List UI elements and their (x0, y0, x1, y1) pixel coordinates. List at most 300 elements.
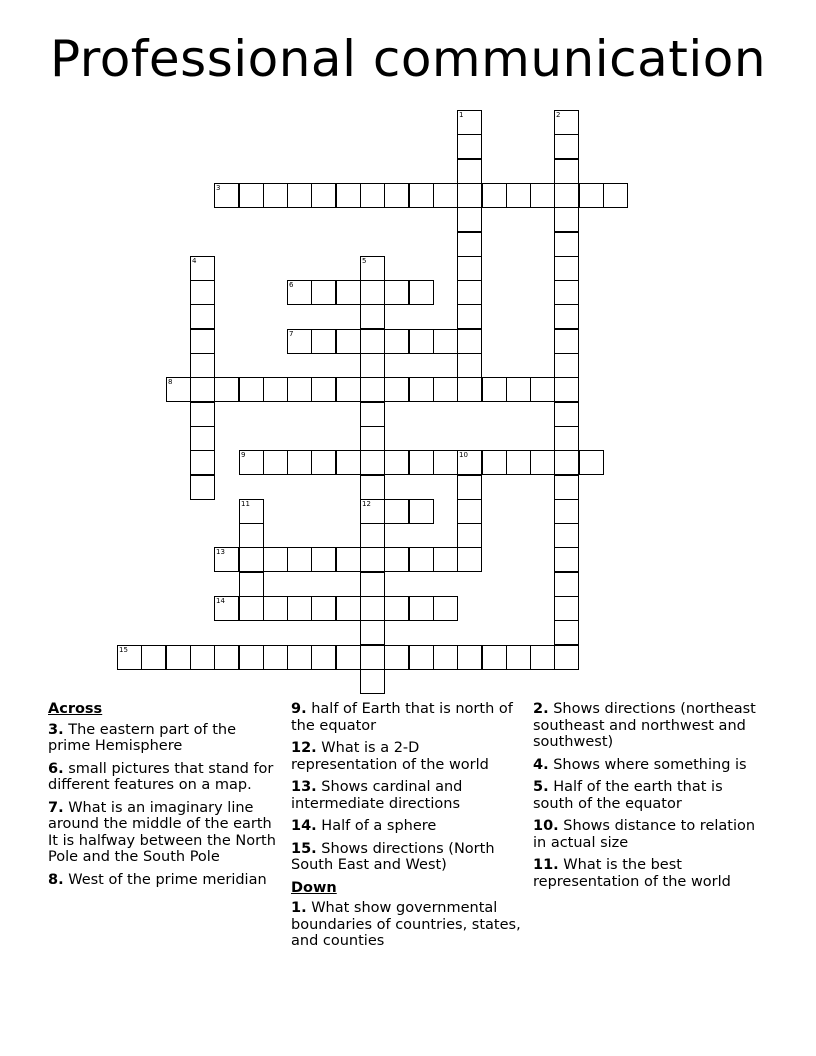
letter-input[interactable] (264, 378, 287, 401)
letter-input[interactable] (483, 378, 506, 401)
grid-cell[interactable] (384, 499, 409, 524)
grid-cell[interactable] (457, 499, 482, 524)
letter-input[interactable] (264, 646, 287, 669)
grid-cell[interactable] (287, 547, 312, 572)
grid-cell[interactable] (530, 645, 555, 670)
letter-input[interactable] (507, 378, 530, 401)
letter-input[interactable] (288, 281, 311, 304)
grid-cell[interactable] (457, 134, 482, 159)
grid-cell[interactable] (384, 183, 409, 208)
letter-input[interactable] (361, 548, 384, 571)
letter-input[interactable] (458, 330, 481, 353)
grid-cell[interactable] (554, 450, 579, 475)
grid-cell[interactable] (190, 377, 215, 402)
letter-input[interactable] (385, 646, 408, 669)
letter-input[interactable] (288, 184, 311, 207)
letter-input[interactable] (337, 451, 360, 474)
grid-cell[interactable] (336, 280, 361, 305)
letter-input[interactable] (458, 208, 481, 231)
grid-cell[interactable] (239, 183, 264, 208)
letter-input[interactable] (361, 573, 384, 596)
grid-cell[interactable] (554, 280, 579, 305)
letter-input[interactable] (555, 233, 578, 256)
grid-cell[interactable] (239, 499, 264, 524)
grid-cell[interactable] (384, 377, 409, 402)
letter-input[interactable] (531, 451, 554, 474)
grid-cell[interactable] (360, 475, 385, 500)
letter-input[interactable] (483, 184, 506, 207)
grid-cell[interactable] (384, 329, 409, 354)
letter-input[interactable] (361, 621, 384, 644)
grid-cell[interactable] (554, 645, 579, 670)
grid-cell[interactable] (506, 183, 531, 208)
letter-input[interactable] (337, 281, 360, 304)
letter-input[interactable] (142, 646, 165, 669)
letter-input[interactable] (458, 451, 481, 474)
letter-input[interactable] (191, 427, 214, 450)
grid-cell[interactable] (482, 645, 507, 670)
letter-input[interactable] (507, 646, 530, 669)
letter-input[interactable] (288, 548, 311, 571)
letter-input[interactable] (555, 548, 578, 571)
letter-input[interactable] (410, 548, 433, 571)
grid-cell[interactable] (336, 547, 361, 572)
grid-cell[interactable] (384, 645, 409, 670)
letter-input[interactable] (361, 427, 384, 450)
letter-input[interactable] (434, 378, 457, 401)
letter-input[interactable] (458, 500, 481, 523)
letter-input[interactable] (337, 378, 360, 401)
grid-cell[interactable] (360, 280, 385, 305)
grid-cell[interactable] (214, 645, 239, 670)
grid-cell[interactable] (457, 232, 482, 257)
grid-cell[interactable] (239, 547, 264, 572)
grid-cell[interactable] (336, 645, 361, 670)
grid-cell[interactable] (239, 523, 264, 548)
letter-input[interactable] (312, 597, 335, 620)
letter-input[interactable] (264, 184, 287, 207)
grid-cell[interactable] (554, 110, 579, 135)
letter-input[interactable] (288, 597, 311, 620)
letter-input[interactable] (361, 670, 384, 693)
grid-cell[interactable] (482, 183, 507, 208)
letter-input[interactable] (191, 354, 214, 377)
grid-cell[interactable] (409, 377, 434, 402)
grid-cell[interactable] (554, 499, 579, 524)
grid-cell[interactable] (360, 377, 385, 402)
letter-input[interactable] (312, 378, 335, 401)
letter-input[interactable] (312, 646, 335, 669)
grid-cell[interactable] (263, 596, 288, 621)
grid-cell[interactable] (554, 402, 579, 427)
letter-input[interactable] (555, 257, 578, 280)
letter-input[interactable] (361, 281, 384, 304)
grid-cell[interactable] (287, 329, 312, 354)
grid-cell[interactable] (214, 183, 239, 208)
grid-cell[interactable] (554, 353, 579, 378)
letter-input[interactable] (288, 330, 311, 353)
letter-input[interactable] (240, 573, 263, 596)
grid-cell[interactable] (457, 280, 482, 305)
letter-input[interactable] (337, 184, 360, 207)
letter-input[interactable] (191, 403, 214, 426)
letter-input[interactable] (555, 184, 578, 207)
grid-cell[interactable] (239, 572, 264, 597)
grid-cell[interactable] (384, 547, 409, 572)
letter-input[interactable] (240, 548, 263, 571)
grid-cell[interactable] (263, 450, 288, 475)
grid-cell[interactable] (457, 207, 482, 232)
letter-input[interactable] (288, 646, 311, 669)
grid-cell[interactable] (360, 596, 385, 621)
letter-input[interactable] (555, 305, 578, 328)
grid-cell[interactable] (360, 183, 385, 208)
grid-cell[interactable] (311, 645, 336, 670)
letter-input[interactable] (361, 354, 384, 377)
letter-input[interactable] (240, 184, 263, 207)
letter-input[interactable] (312, 184, 335, 207)
grid-cell[interactable] (433, 329, 458, 354)
letter-input[interactable] (312, 451, 335, 474)
letter-input[interactable] (483, 646, 506, 669)
grid-cell[interactable] (409, 329, 434, 354)
grid-cell[interactable] (433, 645, 458, 670)
letter-input[interactable] (361, 597, 384, 620)
grid-cell[interactable] (336, 183, 361, 208)
letter-input[interactable] (240, 500, 263, 523)
letter-input[interactable] (410, 646, 433, 669)
grid-cell[interactable] (554, 183, 579, 208)
letter-input[interactable] (555, 524, 578, 547)
letter-input[interactable] (167, 646, 190, 669)
letter-input[interactable] (385, 597, 408, 620)
grid-cell[interactable] (603, 183, 628, 208)
letter-input[interactable] (580, 184, 603, 207)
letter-input[interactable] (361, 403, 384, 426)
letter-input[interactable] (240, 646, 263, 669)
letter-input[interactable] (337, 646, 360, 669)
grid-cell[interactable] (457, 256, 482, 281)
grid-cell[interactable] (263, 183, 288, 208)
grid-cell[interactable] (311, 547, 336, 572)
grid-cell[interactable] (554, 377, 579, 402)
grid-cell[interactable] (384, 450, 409, 475)
grid-cell[interactable] (433, 547, 458, 572)
grid-cell[interactable] (336, 377, 361, 402)
letter-input[interactable] (240, 524, 263, 547)
grid-cell[interactable] (190, 353, 215, 378)
grid-cell[interactable] (360, 620, 385, 645)
letter-input[interactable] (410, 500, 433, 523)
grid-cell[interactable] (263, 547, 288, 572)
grid-cell[interactable] (360, 256, 385, 281)
letter-input[interactable] (555, 403, 578, 426)
grid-cell[interactable] (554, 523, 579, 548)
letter-input[interactable] (604, 184, 627, 207)
letter-input[interactable] (555, 281, 578, 304)
letter-input[interactable] (555, 621, 578, 644)
grid-cell[interactable] (506, 645, 531, 670)
grid-cell[interactable] (457, 183, 482, 208)
letter-input[interactable] (240, 451, 263, 474)
grid-cell[interactable] (336, 596, 361, 621)
grid-cell[interactable] (360, 499, 385, 524)
letter-input[interactable] (337, 330, 360, 353)
letter-input[interactable] (191, 330, 214, 353)
letter-input[interactable] (434, 646, 457, 669)
letter-input[interactable] (215, 378, 238, 401)
grid-cell[interactable] (433, 183, 458, 208)
letter-input[interactable] (337, 548, 360, 571)
grid-cell[interactable] (530, 377, 555, 402)
grid-cell[interactable] (190, 280, 215, 305)
letter-input[interactable] (434, 597, 457, 620)
letter-input[interactable] (385, 378, 408, 401)
letter-input[interactable] (410, 451, 433, 474)
grid-cell[interactable] (554, 329, 579, 354)
grid-cell[interactable] (190, 426, 215, 451)
grid-cell[interactable] (287, 377, 312, 402)
letter-input[interactable] (410, 378, 433, 401)
grid-cell[interactable] (384, 596, 409, 621)
letter-input[interactable] (312, 330, 335, 353)
letter-input[interactable] (361, 476, 384, 499)
letter-input[interactable] (240, 378, 263, 401)
grid-cell[interactable] (433, 596, 458, 621)
letter-input[interactable] (531, 646, 554, 669)
grid-cell[interactable] (554, 547, 579, 572)
letter-input[interactable] (507, 451, 530, 474)
letter-input[interactable] (191, 378, 214, 401)
grid-cell[interactable] (409, 499, 434, 524)
letter-input[interactable] (555, 427, 578, 450)
letter-input[interactable] (458, 548, 481, 571)
grid-cell[interactable] (482, 377, 507, 402)
letter-input[interactable] (458, 184, 481, 207)
grid-cell[interactable] (214, 547, 239, 572)
grid-cell[interactable] (409, 547, 434, 572)
grid-cell[interactable] (384, 280, 409, 305)
letter-input[interactable] (531, 184, 554, 207)
grid-cell[interactable] (457, 329, 482, 354)
grid-cell[interactable] (239, 645, 264, 670)
letter-input[interactable] (555, 646, 578, 669)
grid-cell[interactable] (457, 353, 482, 378)
letter-input[interactable] (337, 597, 360, 620)
letter-input[interactable] (458, 135, 481, 158)
grid-cell[interactable] (311, 377, 336, 402)
letter-input[interactable] (555, 573, 578, 596)
letter-input[interactable] (555, 330, 578, 353)
letter-input[interactable] (264, 548, 287, 571)
letter-input[interactable] (215, 184, 238, 207)
grid-cell[interactable] (554, 596, 579, 621)
grid-cell[interactable] (457, 523, 482, 548)
grid-cell[interactable] (482, 450, 507, 475)
letter-input[interactable] (434, 330, 457, 353)
grid-cell[interactable] (579, 183, 604, 208)
letter-input[interactable] (555, 354, 578, 377)
letter-input[interactable] (458, 646, 481, 669)
grid-cell[interactable] (433, 450, 458, 475)
letter-input[interactable] (458, 257, 481, 280)
grid-cell[interactable] (360, 572, 385, 597)
grid-cell[interactable] (311, 596, 336, 621)
grid-cell[interactable] (311, 183, 336, 208)
grid-cell[interactable] (457, 547, 482, 572)
letter-input[interactable] (361, 451, 384, 474)
grid-cell[interactable] (409, 645, 434, 670)
letter-input[interactable] (215, 548, 238, 571)
grid-cell[interactable] (457, 110, 482, 135)
grid-cell[interactable] (554, 159, 579, 184)
letter-input[interactable] (361, 524, 384, 547)
grid-cell[interactable] (554, 475, 579, 500)
letter-input[interactable] (191, 305, 214, 328)
letter-input[interactable] (555, 597, 578, 620)
letter-input[interactable] (555, 378, 578, 401)
letter-input[interactable] (385, 330, 408, 353)
grid-cell[interactable] (554, 256, 579, 281)
letter-input[interactable] (215, 646, 238, 669)
letter-input[interactable] (458, 524, 481, 547)
grid-cell[interactable] (360, 523, 385, 548)
letter-input[interactable] (410, 281, 433, 304)
grid-cell[interactable] (190, 304, 215, 329)
letter-input[interactable] (458, 111, 481, 134)
letter-input[interactable] (191, 476, 214, 499)
letter-input[interactable] (555, 111, 578, 134)
letter-input[interactable] (361, 330, 384, 353)
grid-cell[interactable] (409, 450, 434, 475)
letter-input[interactable] (458, 378, 481, 401)
grid-cell[interactable] (554, 620, 579, 645)
letter-input[interactable] (240, 597, 263, 620)
grid-cell[interactable] (506, 377, 531, 402)
grid-cell[interactable] (457, 304, 482, 329)
grid-cell[interactable] (433, 377, 458, 402)
letter-input[interactable] (410, 597, 433, 620)
grid-cell[interactable] (117, 645, 142, 670)
grid-cell[interactable] (457, 475, 482, 500)
grid-cell[interactable] (360, 669, 385, 694)
grid-cell[interactable] (554, 572, 579, 597)
grid-cell[interactable] (554, 426, 579, 451)
letter-input[interactable] (385, 184, 408, 207)
letter-input[interactable] (191, 281, 214, 304)
letter-input[interactable] (264, 597, 287, 620)
letter-input[interactable] (531, 378, 554, 401)
letter-input[interactable] (118, 646, 141, 669)
grid-cell[interactable] (506, 450, 531, 475)
letter-input[interactable] (410, 330, 433, 353)
grid-cell[interactable] (239, 377, 264, 402)
grid-cell[interactable] (554, 207, 579, 232)
grid-cell[interactable] (360, 426, 385, 451)
letter-input[interactable] (555, 451, 578, 474)
grid-cell[interactable] (190, 450, 215, 475)
grid-cell[interactable] (554, 134, 579, 159)
grid-cell[interactable] (530, 183, 555, 208)
grid-cell[interactable] (287, 645, 312, 670)
letter-input[interactable] (555, 160, 578, 183)
grid-cell[interactable] (214, 377, 239, 402)
grid-cell[interactable] (190, 329, 215, 354)
letter-input[interactable] (167, 378, 190, 401)
letter-input[interactable] (434, 451, 457, 474)
letter-input[interactable] (458, 476, 481, 499)
grid-cell[interactable] (360, 450, 385, 475)
grid-cell[interactable] (336, 329, 361, 354)
letter-input[interactable] (385, 500, 408, 523)
grid-cell[interactable] (190, 256, 215, 281)
letter-input[interactable] (361, 646, 384, 669)
grid-cell[interactable] (457, 450, 482, 475)
grid-cell[interactable] (409, 596, 434, 621)
letter-input[interactable] (458, 233, 481, 256)
grid-cell[interactable] (311, 450, 336, 475)
grid-cell[interactable] (166, 645, 191, 670)
grid-cell[interactable] (239, 596, 264, 621)
letter-input[interactable] (483, 451, 506, 474)
grid-cell[interactable] (554, 232, 579, 257)
letter-input[interactable] (555, 476, 578, 499)
grid-cell[interactable] (214, 596, 239, 621)
grid-cell[interactable] (409, 183, 434, 208)
letter-input[interactable] (361, 500, 384, 523)
letter-input[interactable] (410, 184, 433, 207)
letter-input[interactable] (361, 378, 384, 401)
letter-input[interactable] (191, 257, 214, 280)
letter-input[interactable] (555, 135, 578, 158)
grid-cell[interactable] (311, 329, 336, 354)
letter-input[interactable] (191, 646, 214, 669)
letter-input[interactable] (458, 160, 481, 183)
grid-cell[interactable] (336, 450, 361, 475)
letter-input[interactable] (434, 548, 457, 571)
letter-input[interactable] (385, 451, 408, 474)
letter-input[interactable] (555, 500, 578, 523)
letter-input[interactable] (385, 281, 408, 304)
grid-cell[interactable] (263, 377, 288, 402)
letter-input[interactable] (312, 548, 335, 571)
grid-cell[interactable] (190, 402, 215, 427)
letter-input[interactable] (555, 208, 578, 231)
grid-cell[interactable] (579, 450, 604, 475)
grid-cell[interactable] (457, 645, 482, 670)
grid-cell[interactable] (457, 377, 482, 402)
grid-cell[interactable] (409, 280, 434, 305)
grid-cell[interactable] (360, 329, 385, 354)
letter-input[interactable] (385, 548, 408, 571)
grid-cell[interactable] (141, 645, 166, 670)
letter-input[interactable] (215, 597, 238, 620)
letter-input[interactable] (507, 184, 530, 207)
letter-input[interactable] (312, 281, 335, 304)
grid-cell[interactable] (239, 450, 264, 475)
letter-input[interactable] (288, 451, 311, 474)
grid-cell[interactable] (360, 645, 385, 670)
letter-input[interactable] (458, 305, 481, 328)
letter-input[interactable] (361, 257, 384, 280)
letter-input[interactable] (264, 451, 287, 474)
letter-input[interactable] (434, 184, 457, 207)
grid-cell[interactable] (457, 159, 482, 184)
grid-cell[interactable] (190, 475, 215, 500)
grid-cell[interactable] (311, 280, 336, 305)
grid-cell[interactable] (360, 402, 385, 427)
grid-cell[interactable] (263, 645, 288, 670)
